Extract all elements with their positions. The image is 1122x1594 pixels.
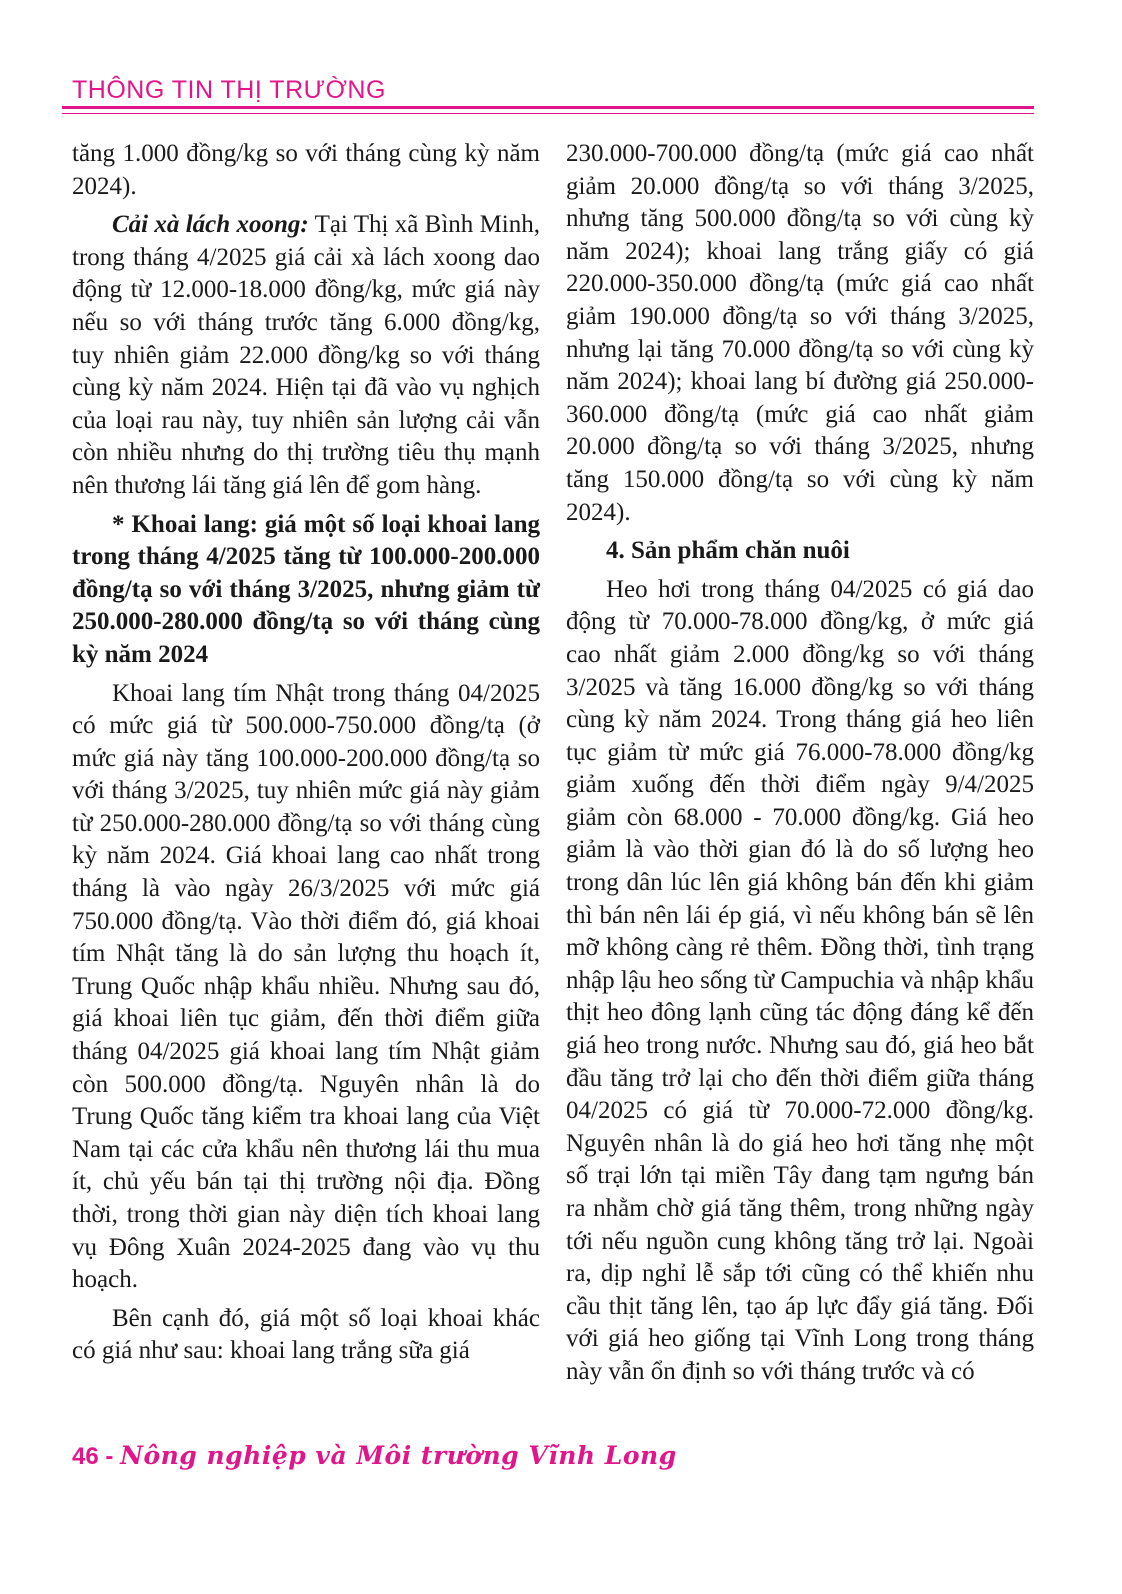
paragraph-text: Tại Thị xã Bình Minh, trong tháng 4/2025 giá cải xà lách xoong dao động từ 12.000-18.000 đồng/kg, mức giá này nếu so với tháng trước tăng 6.000 đồng/kg, tuy nhiên giảm 22.000 đồng/kg so với tháng cùng kỳ năm 2024. Hiện tại đã vào vụ nghịch của loại rau này, tuy nhiên sản lượng cải vẫn còn nhiều nhưng do thị trường tiêu thụ mạnh nên thương lái tăng giá lên để gom hàng. xyxy=(72,211,541,499)
right-column xyxy=(566,138,1034,1395)
section-heading-livestock: 4. Sản phẩm chăn nuôi xyxy=(606,537,850,565)
header-rule-thin xyxy=(62,113,1034,114)
paragraph: tăng 1.000 đồng/kg so với tháng cùng kỳ năm 2024). xyxy=(72,140,540,200)
page-footer xyxy=(72,1440,677,1471)
paragraph: Bên cạnh đó, giá một số loại khoai khác có giá như sau: khoai lang trắng sữa giá xyxy=(72,1304,540,1365)
page-number: 46 - xyxy=(72,1443,114,1470)
section-title: THÔNG TIN THỊ TRƯỜNG xyxy=(72,76,386,104)
header-rule-thick xyxy=(62,106,1034,109)
paragraph-watercress xyxy=(72,209,540,502)
paragraph-lead: Cải xà lách xoong: xyxy=(112,211,309,239)
left-column xyxy=(72,138,540,1374)
paragraph: Heo hơi trong tháng 04/2025 có giá dao động từ 70.000-78.000 đồng/kg, ở mức giá cao nhất giảm 2.000 đồng/kg so với tháng 3/2025 và tăng 16.000 đồng/kg so với tháng cùng kỳ năm 2024. Trong tháng giá heo liên tục giảm từ mức giá 76.000-78.000 đồng/kg giảm xuống đến thời điểm ngày 9/4/2025 giảm còn 68.000 - 70.000 đồng/kg. Giá heo giảm là vào thời gian đó là do số lượng heo trong dân lúc lên giá không bán đến khi giảm thì bán nên lái ép giá, vì nếu không bán sẽ lên mỡ không càng rẻ thêm. Đồng thời, tình trạng nhập lậu heo sống từ Campuchia và nhập khẩu thịt heo đông lạnh cũng tác động đáng kể đến giá heo trong nước. Nhưng sau đó, giá heo bắt đầu tăng trở lại cho đến thời điểm giữa tháng 04/2025 có giá từ 70.000-72.000 đồng/kg. Nguyên nhân là do giá heo hơi tăng nhẹ một số trại lớn tại miền Tây đang tạm ngưng bán ra nhằm chờ giá tăng thêm, trong những ngày tới nếu nguồn cung không tăng trở lại. Ngoài ra, dịp nghỉ lễ sắp tới cũng có thể khiến nhu cầu thịt tăng lên, tạo áp lực đẩy giá tăng. Đối với giá heo giống tại Vĩnh Long trong tháng này vẫn ổn định so với tháng trước và có xyxy=(566,575,1034,1385)
magazine-title: Nông nghiệp và Môi trường Vĩnh Long xyxy=(120,1441,677,1470)
section-heading-sweet-potato: * Khoai lang: giá một số loại khoai lang trong tháng 4/2025 tăng từ 100.000-200.000 đồng/tạ so với tháng 3/2025, nhưng giảm từ 250.000-280.000 đồng/tạ so với tháng cùng kỳ năm 2024 xyxy=(72,510,540,668)
paragraph: 230.000-700.000 đồng/tạ (mức giá cao nhất giảm 20.000 đồng/tạ so với tháng 3/2025, nhưng tăng 500.000 đồng/tạ so với cùng kỳ năm 2024); khoai lang trắng giấy có giá 220.000-350.000 đồng/tạ (mức giá cao nhất giảm 190.000 đồng/tạ so với tháng 3/2025, nhưng lại tăng 70.000 đồng/tạ so với cùng kỳ năm 2024); khoai lang bí đường giá 250.000-360.000 đồng/tạ (mức giá cao nhất giảm 20.000 đồng/tạ so với tháng 3/2025, nhưng tăng 150.000 đồng/tạ so với cùng kỳ năm 2024). xyxy=(566,140,1034,526)
paragraph: Khoai lang tím Nhật trong tháng 04/2025 có mức giá từ 500.000-750.000 đồng/tạ (ở mức giá này tăng 100.000-200.000 đồng/tạ so với tháng 3/2025, tuy nhiên mức giá này giảm từ 250.000-280.000 đồng/tạ so với tháng cùng kỳ năm 2024. Giá khoai lang cao nhất trong tháng là vào ngày 26/3/2025 với mức giá 750.000 đồng/tạ. Vào thời điểm đó, giá khoai tím Nhật tăng là do sản lượng thu hoạch ít, Trung Quốc nhập khẩu nhiều. Nhưng sau đó, giá khoai liên tục giảm, đến thời điểm giữa tháng 04/2025 giá khoai lang tím Nhật giảm còn 500.000 đồng/tạ. Nguyên nhân là do Trung Quốc tăng kiểm tra khoai lang của Việt Nam tại các cửa khẩu nên thương lái thu mua ít, chủ yếu bán tại thị trường nội địa. Đồng thời, trong thời gian này diện tích khoai lang vụ Đông Xuân 2024-2025 đang vào vụ thu hoạch. xyxy=(72,679,540,1294)
